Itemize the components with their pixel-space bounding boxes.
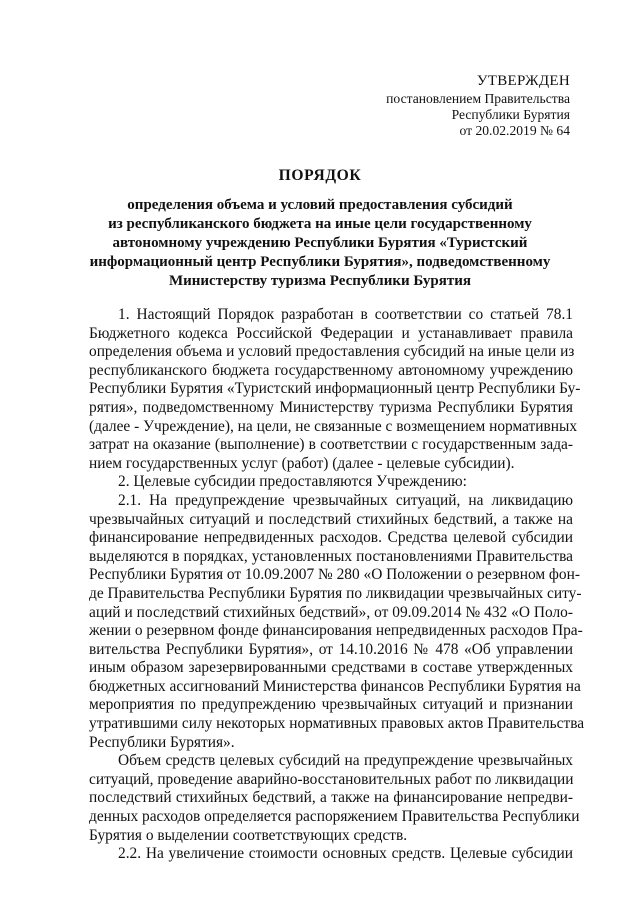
paragraph-line: 2. Целевые субсидии предоставляются Учреждению: (118, 473, 467, 491)
paragraph-line: мероприятия по предупреждению чрезвычайных ситуаций и признании (89, 696, 573, 714)
document-subtitle-line: автономному учреждению Республики Бурятия «Туристский (112, 235, 528, 251)
approval-line: Республики Бурятия (451, 107, 570, 122)
document-subtitle-line: из республиканского бюджета на иные цели государственному (108, 216, 532, 233)
paragraph-line: выделяются в порядках, установленных постановлениями Правительства (89, 547, 573, 565)
paragraph-line: Объем средств целевых субсидий на предупреждение чрезвычайных (118, 752, 573, 770)
paragraph-line: Бурятия о выделении соответствующих средств. (89, 826, 408, 844)
paragraph-line: 2.2. На увеличение стоимости основных средств. Целевые субсидии (118, 845, 573, 863)
paragraph-line: финансирование непредвиденных расходов. Средства целевой субсидии (89, 529, 573, 547)
paragraph-line: нием государственных услуг (работ) (далее - целевые субсидии). (89, 454, 515, 472)
paragraph-line: иным образом зарезервированными средствами в составе утвержденных (89, 659, 573, 677)
document-subtitle-line: определения объема и условий предоставления субсидий (127, 197, 513, 214)
paragraph-line: 2.1. На предупреждение чрезвычайных ситуаций, на ликвидацию (118, 491, 573, 509)
paragraph-line: ситуаций, проведение аварийно-восстановительных работ по ликвидации (89, 770, 574, 788)
paragraph-line: жении о резервном фонде финансирования непредвиденных расходов Пра- (89, 622, 583, 640)
paragraph-line: определения объема и условий предоставления субсидий на иные цели из (89, 343, 575, 361)
paragraph-line: бюджетных ассигнований Министерства финансов Республики Бурятия на (89, 677, 581, 695)
paragraph-line: де Правительства Республики Бурятия по ликвидации чрезвычайных ситу- (89, 584, 582, 602)
paragraph-line: 1. Настоящий Порядок разработан в соответствии со статьей 78.1 (118, 306, 573, 323)
approval-title: УТВЕРЖДЕН (476, 73, 570, 89)
paragraph-line: последствий стихийных бедствий, а также на финансирование непредви- (89, 789, 573, 807)
paragraph-line: аций и последствий стихийных бедствий», от 09.09.2014 № 432 «О Поло- (89, 603, 573, 621)
paragraph-line: (далее - Учреждение), на цели, не связанные с возмещением нормативных (89, 417, 578, 435)
document-heading (70, 167, 570, 290)
paragraph-line: чрезвычайных ситуаций и последствий стихийных бедствий, а также на (89, 510, 573, 528)
document-subtitle-line: информационный центр Республики Бурятия», подведомственному (89, 253, 551, 270)
approval-line: постановлением Правительства (386, 91, 570, 106)
document-subtitle-line: Министерству туризма Республики Бурятия (168, 272, 472, 289)
paragraph-line: Республики Бурятия». (89, 733, 235, 751)
paragraph-line: вительства Республики Бурятия», от 14.10.2016 № 478 «Об управлении (89, 640, 573, 658)
paragraph-line: Республики Бурятия от 10.09.2007 № 280 «О Положении о резервном фон- (89, 566, 580, 584)
document-body (89, 306, 585, 864)
paragraph-line: утратившими силу некоторых нормативных правовых актов Правительства (89, 715, 585, 733)
paragraph-line: Бюджетного кодекса Российской Федерации и устанавливает правила (89, 324, 573, 342)
document-title: ПОРЯДОК (278, 167, 362, 184)
paragraph-line: республиканского бюджета государственному автономному учреждению (89, 361, 573, 379)
paragraph-line: рятия», подведомственному Министерству туризма Республики Бурятия (89, 398, 573, 416)
paragraph-line: денных расходов определяется распоряжением Правительства Республики (89, 808, 580, 826)
approval-block (386, 73, 570, 139)
approval-date-number: от 20.02.2019 № 64 (459, 123, 570, 138)
paragraph-line: Республики Бурятия «Туристский информационный центр Республики Бу- (89, 380, 581, 398)
paragraph-line: затрат на оказание (выполнение) в соответствии с государственным зада- (89, 436, 573, 454)
